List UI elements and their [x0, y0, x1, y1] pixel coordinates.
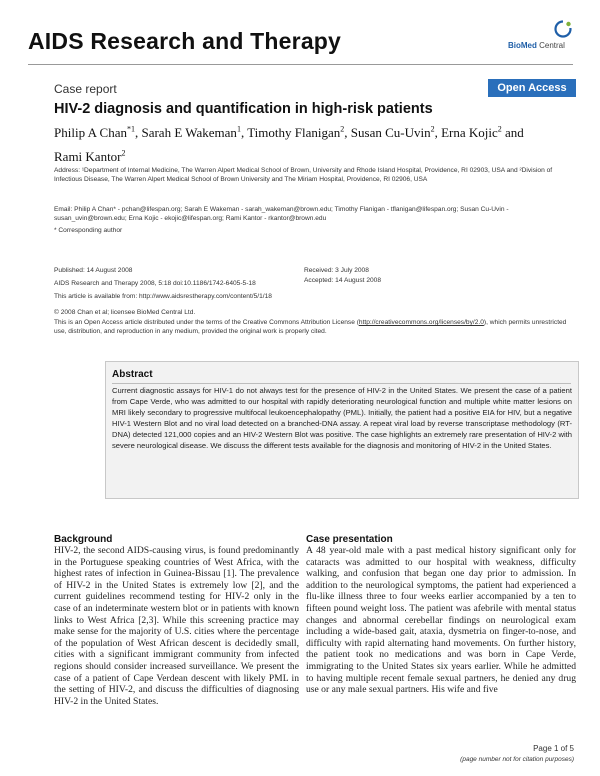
author [54, 125, 141, 140]
author-list [54, 120, 554, 167]
author-name: Erna Kojic [441, 125, 498, 141]
corresponding-author-note: * Corresponding author [54, 227, 123, 234]
background-section [54, 534, 299, 707]
author-separator: , [134, 125, 142, 141]
background-text: HIV-2, the second AIDS-causing virus, is found predominantly in the Portuguese speaking countries of West Africa, with the highest rates of infection in Guinea-Bissau [1]. The prevalence of HIV-2 in the United States is extremely low [2], and the current guidelines recommend testing for HIV-2 only in the case of an indeterminate western blot or in patients with known links to West Africa [2,3]. While this screening practice may make sense for the majority of U.S. cities where the percentage of the population of West African descent is decidedly small, cities with a significant immigrant community from infected regions should consider increased surveillance. We present the case of a patient of Cape Verdean descent with likely PML in the setting of HIV-2, and discuss the difficulties of diagnosing HIV-2 in the United States. [54, 545, 299, 707]
publisher-name-bio: BioMed [508, 41, 537, 50]
author-name: Timothy Flanigan [247, 125, 341, 141]
author-affiliation: 2 [497, 125, 502, 134]
header-divider [28, 64, 573, 65]
author-name: Philip A Chan [54, 125, 127, 141]
publisher-name [508, 41, 565, 50]
published-date: Published: 14 August 2008 [54, 267, 133, 274]
abstract-box [105, 361, 579, 499]
copyright-notice: © 2008 Chan et al; licensee BioMed Central Ltd. [54, 309, 196, 316]
author-separator: , [240, 125, 248, 141]
author-affiliation: 2 [430, 125, 435, 134]
license-link[interactable]: http://creativecommons.org/licenses/by/2.0 [358, 319, 484, 326]
article-title: HIV-2 diagnosis and quantification in high-risk patients [54, 101, 433, 117]
author-name: Susan Cu-Uvin [350, 125, 431, 141]
license-notice [54, 318, 574, 336]
open-access-badge: Open Access [488, 79, 576, 97]
publisher-logo[interactable] [508, 20, 580, 54]
author-separator: , [434, 125, 442, 141]
journal-title: AIDS Research and Therapy [28, 28, 342, 54]
author-affiliation: *1 [126, 125, 135, 134]
case-presentation-section [306, 534, 576, 696]
received-date: Received: 3 July 2008 [304, 267, 369, 274]
author-name: Sarah E Wakeman [141, 125, 237, 141]
author-affiliation: 2 [121, 148, 126, 158]
author-affiliation: 1 [236, 125, 241, 134]
background-heading: Background [54, 534, 113, 545]
license-text-pre: This is an Open Access article distributed under the terms of the Creative Commons Attribution License ( [54, 319, 359, 326]
page-number: Page 1 of 5 [533, 744, 574, 753]
author [54, 149, 126, 164]
author-separator: and [501, 125, 524, 141]
author-emails[interactable]: Email: Philip A Chan* - pchan@lifespan.org; Sarah E Wakeman - sarah_wakeman@brown.edu; Timothy Flanigan - tflanigan@lifespan.org; Susan Cu-Uvin - susan_uvin@brown.edu; Erna Kojic - ekojic@lifespan.org; Rami Kantor - rkantor@brown.edu [54, 206, 509, 223]
publisher-name-central: Central [536, 41, 565, 50]
author [441, 125, 524, 140]
abstract-divider [112, 383, 571, 384]
author-separator: , [344, 125, 351, 141]
license-text-post: ), which permits unrestricted use, distribution, and reproduction in any medium, provided the original work is properly cited. [54, 319, 567, 336]
abstract-text: Current diagnostic assays for HIV-1 do not always test for the presence of HIV-2 in the United States. We present the case of a patient from Cape Verde, who was admitted to our hospital with rapidly deteriorating neurological function and multiple white matter lesions on MRI likely secondary to progressive multifocal leukoencephalopathy (PML). Initially, the patient had a positive EIA for HIV, but a negative HIV-1 Western Blot and no viral load detected on a branched-DNA assay. A repeat viral load by reverse transcriptase methodology (RT-DNA) detected 121,000 copies and an HIV-2 Western Blot was positive. The case highlights an extremely rare presentation of HIV-2 with severe neurological disease. We discuss the different tests available for the diagnosis and monitoring of HIV-2 in the United States. [112, 386, 572, 450]
page-number-note: (page number not for citation purposes) [460, 756, 574, 763]
abstract-heading: Abstract [112, 369, 153, 380]
case-presentation-text: A 48 year-old male with a past medical history significant only for cataracts was admitted to our hospital with weakness, difficulty walking, and confusion that began one day prior to admission. In addition to the neurological symptoms, the patient had experienced a flu-like illness three to four weeks earlier accompanied by a ten to fifteen pound weight loss. The patient was afebrile with mental status changes and abnormal cerebellar findings on neurological exam including a wide-based gait, ataxia, dysmetria on finger-to-nose, and difficulty with rapid alternating hand movements. On further history, the patient took no medications and was born in Cape Verde, immigrating to the United States six years earlier. While he admitted to having multiple recent female sexual partners, he denied any drug use or any male sexual partners. His wife and five [306, 545, 576, 696]
author [351, 125, 441, 140]
biomed-central-logo-icon [554, 20, 572, 38]
author-name: Rami Kantor [54, 148, 122, 164]
author-affiliation: 2 [340, 125, 345, 134]
affiliation-address: Address: ¹Department of Internal Medicine, The Warren Alpert Medical School of Brown, University and Rhode Island Hospital, Providence, RI 02903, USA and ²Division of Infectious Disease, The Warren Alpert Medical School of Brown University and The Miriam Hospital, Providence, RI 02906, USA [54, 167, 553, 184]
case-presentation-heading: Case presentation [306, 534, 393, 545]
author [141, 125, 247, 140]
citation: AIDS Research and Therapy 2008, 5:18 doi:10.1186/1742-6405-5-18 [54, 280, 256, 287]
author [247, 125, 351, 140]
article-type: Case report [54, 82, 117, 96]
article-url[interactable]: This article is available from: http://www.aidsrestherapy.com/content/5/1/18 [54, 293, 272, 300]
accepted-date: Accepted: 14 August 2008 [304, 277, 381, 284]
